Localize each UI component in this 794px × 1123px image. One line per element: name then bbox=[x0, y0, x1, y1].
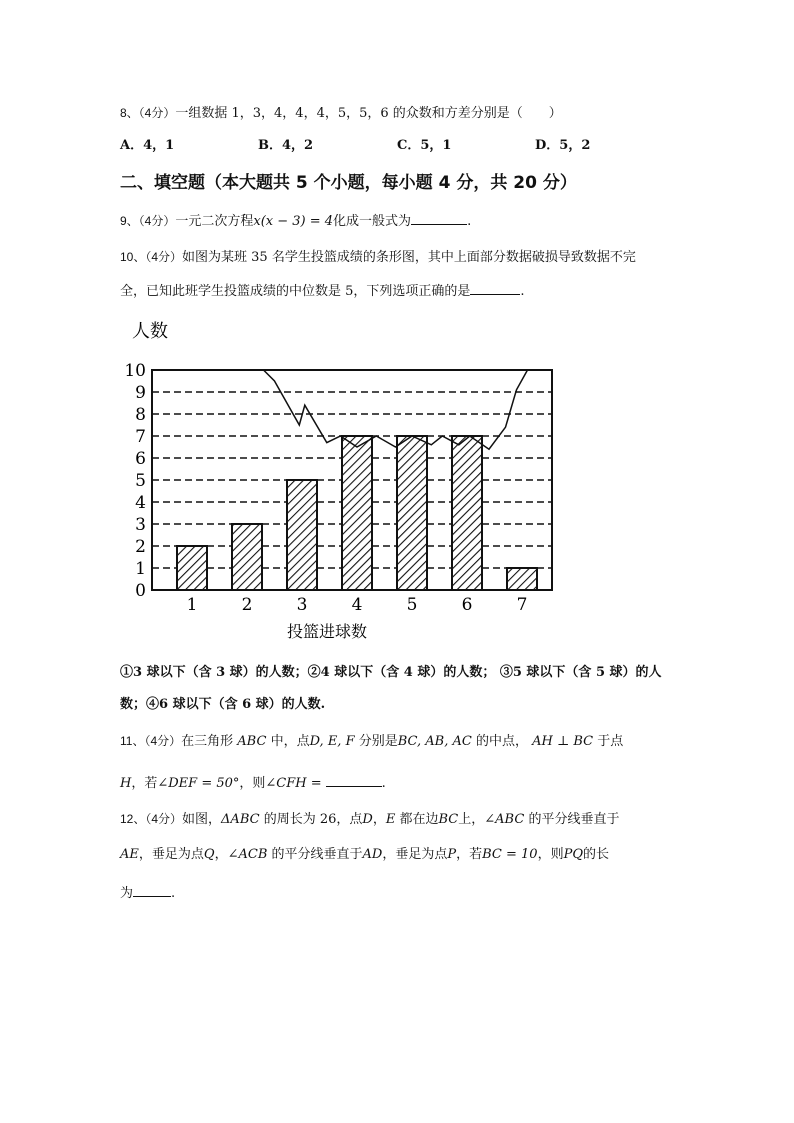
q12-m12: PQ bbox=[563, 847, 583, 862]
q12-m7: Q bbox=[203, 847, 215, 862]
q11-t3: 分别是 bbox=[358, 734, 398, 749]
q10-end: . bbox=[520, 284, 525, 299]
q11-end: . bbox=[381, 776, 386, 791]
q9-number: 9、（4分） bbox=[120, 214, 176, 228]
q11-m4: AH ⊥ BC bbox=[532, 734, 594, 749]
bar-5 bbox=[397, 436, 427, 590]
q11-t2: 中，点 bbox=[270, 734, 310, 749]
q12-t5: 上， bbox=[458, 812, 485, 827]
q12-m2: D bbox=[362, 812, 373, 827]
q9-stem bbox=[120, 212, 471, 231]
x-tick-label: 5 bbox=[406, 595, 418, 615]
q11-t5: 于点 bbox=[597, 734, 624, 749]
q11-t7: ，则 bbox=[239, 776, 266, 791]
q9-text-before: 一元二次方程 bbox=[175, 214, 254, 229]
y-tick-label: 0 bbox=[135, 581, 146, 601]
q12-t14: 为 bbox=[120, 886, 134, 901]
q12-t12: ，则 bbox=[537, 847, 564, 862]
q12-line3 bbox=[120, 884, 175, 903]
q12-t11: ，若 bbox=[456, 847, 483, 862]
y-tick-label: 6 bbox=[135, 449, 146, 469]
q12-line1 bbox=[120, 810, 619, 829]
bar-chart bbox=[120, 315, 560, 645]
q12-m11: BC = 10 bbox=[482, 847, 538, 862]
y-tick-label: 1 bbox=[135, 559, 146, 579]
section-title: 二、填空题（本大题共 5 个小题，每小题 4 分，共 20 分） bbox=[120, 173, 577, 193]
q10-line1 bbox=[120, 248, 636, 267]
q11-t4: 的中点， bbox=[475, 734, 528, 749]
y-tick-label: 3 bbox=[135, 515, 146, 535]
q12-m8: ∠ACB bbox=[227, 847, 268, 862]
q12-m1: ΔABC bbox=[221, 812, 260, 827]
x-tick-label: 1 bbox=[186, 595, 198, 615]
x-tick-label: 7 bbox=[516, 595, 528, 615]
q11-m1: ABC bbox=[237, 734, 267, 749]
q9-text-after: 化成一般式为 bbox=[333, 214, 412, 229]
q12-m9: AD bbox=[362, 847, 383, 862]
chart-x-ticks bbox=[187, 595, 528, 615]
q9-answer-blank[interactable] bbox=[411, 212, 467, 225]
q12-t3: ， bbox=[372, 812, 386, 827]
q12-t10: ，垂足为点 bbox=[382, 847, 448, 862]
q12-m4: BC bbox=[438, 812, 459, 827]
q10-number: 10、（4分） bbox=[120, 250, 183, 264]
x-tick-label: 6 bbox=[461, 595, 473, 615]
q8-option-a[interactable]: A．4，1 bbox=[120, 138, 175, 153]
q12-t6: 的平分线垂直于 bbox=[528, 812, 620, 827]
q12-t1: 如图， bbox=[182, 812, 222, 827]
q10-text-line2: 全，已知此班学生投篮成绩的中位数是 5，下列选项正确的是 bbox=[120, 284, 471, 299]
y-tick-label: 8 bbox=[135, 405, 146, 425]
q12-t8: ， bbox=[214, 847, 228, 862]
chart-x-axis-title: 投篮进球数 bbox=[286, 622, 368, 641]
q11-number: 11、（4分） bbox=[120, 734, 182, 748]
q12-t9: 的平分线垂直于 bbox=[271, 847, 363, 862]
x-tick-label: 2 bbox=[241, 595, 253, 615]
q12-end: . bbox=[171, 886, 176, 901]
q11-t6: ，若 bbox=[131, 776, 158, 791]
q11-t1: 在三角形 bbox=[181, 734, 234, 749]
q12-m6: AE bbox=[120, 847, 139, 862]
q8-stem bbox=[120, 104, 562, 123]
bar-4 bbox=[342, 436, 372, 590]
q11-m6: ∠DEF = 50° bbox=[157, 776, 240, 791]
q12-t2: 的周长为 26，点 bbox=[263, 812, 363, 827]
q11-m5: H bbox=[120, 776, 132, 791]
q8-option-c[interactable]: C．5，1 bbox=[397, 138, 452, 153]
q9-end: . bbox=[467, 214, 472, 229]
q10-line2 bbox=[120, 282, 525, 301]
q8-option-b[interactable]: B．4，2 bbox=[258, 138, 314, 153]
y-tick-label: 9 bbox=[135, 383, 146, 403]
q11-line2 bbox=[120, 774, 386, 793]
y-tick-label: 4 bbox=[135, 493, 146, 513]
q10-options-line1: ①3 球以下（含 3 球）的人数；②4 球以下（含 4 球）的人数； ③5 球以下（含 5 球）的人 bbox=[120, 665, 662, 680]
q12-m3: E bbox=[385, 812, 396, 827]
q9-equation: x(x − 3) = 4 bbox=[253, 214, 334, 229]
q12-line2 bbox=[120, 846, 609, 864]
y-tick-label: 5 bbox=[135, 471, 146, 491]
q10-options-line2: 数；④6 球以下（含 6 球）的人数. bbox=[120, 697, 326, 712]
q11-line1 bbox=[120, 732, 623, 751]
bar-6 bbox=[452, 436, 482, 590]
q11-answer-blank[interactable] bbox=[326, 774, 382, 787]
q8-text: 一组数据 1，3，4，4，4，5，5，6 的众数和方差分别是（ ） bbox=[175, 106, 562, 121]
q8-option-d[interactable]: D．5，2 bbox=[535, 138, 591, 153]
chart-y-axis-title: 人数 bbox=[132, 321, 168, 342]
chart-damage-line bbox=[264, 370, 528, 449]
x-tick-label: 4 bbox=[351, 595, 363, 615]
chart-y-ticks bbox=[124, 361, 146, 601]
q10-answer-blank[interactable] bbox=[470, 282, 520, 295]
y-tick-label: 2 bbox=[135, 537, 146, 557]
q11-m2: D, E, F bbox=[309, 734, 355, 749]
chart-bars bbox=[177, 436, 537, 590]
y-tick-label: 10 bbox=[124, 361, 146, 381]
bar-7 bbox=[507, 568, 537, 590]
q12-t4: 都在边 bbox=[399, 812, 439, 827]
bar-2 bbox=[232, 524, 262, 590]
bar-1 bbox=[177, 546, 207, 590]
q12-m5: ∠ABC bbox=[484, 812, 525, 827]
q10-text-line1: 如图为某班 35 名学生投篮成绩的条形图，其中上面部分数据破损导致数据不完 bbox=[182, 250, 636, 265]
q12-m10: P bbox=[447, 847, 457, 862]
q12-answer-blank[interactable] bbox=[133, 884, 171, 897]
q8-number: 8、（4分） bbox=[120, 106, 176, 120]
bar-3 bbox=[287, 480, 317, 590]
q12-t13: 的长 bbox=[583, 847, 610, 862]
y-tick-label: 7 bbox=[135, 427, 146, 447]
x-tick-label: 3 bbox=[296, 595, 308, 615]
q11-m7: ∠CFH = bbox=[265, 776, 322, 791]
q12-number: 12、（4分） bbox=[120, 812, 183, 826]
q12-t7: ，垂足为点 bbox=[138, 847, 204, 862]
q11-m3: BC, AB, AC bbox=[397, 734, 472, 749]
